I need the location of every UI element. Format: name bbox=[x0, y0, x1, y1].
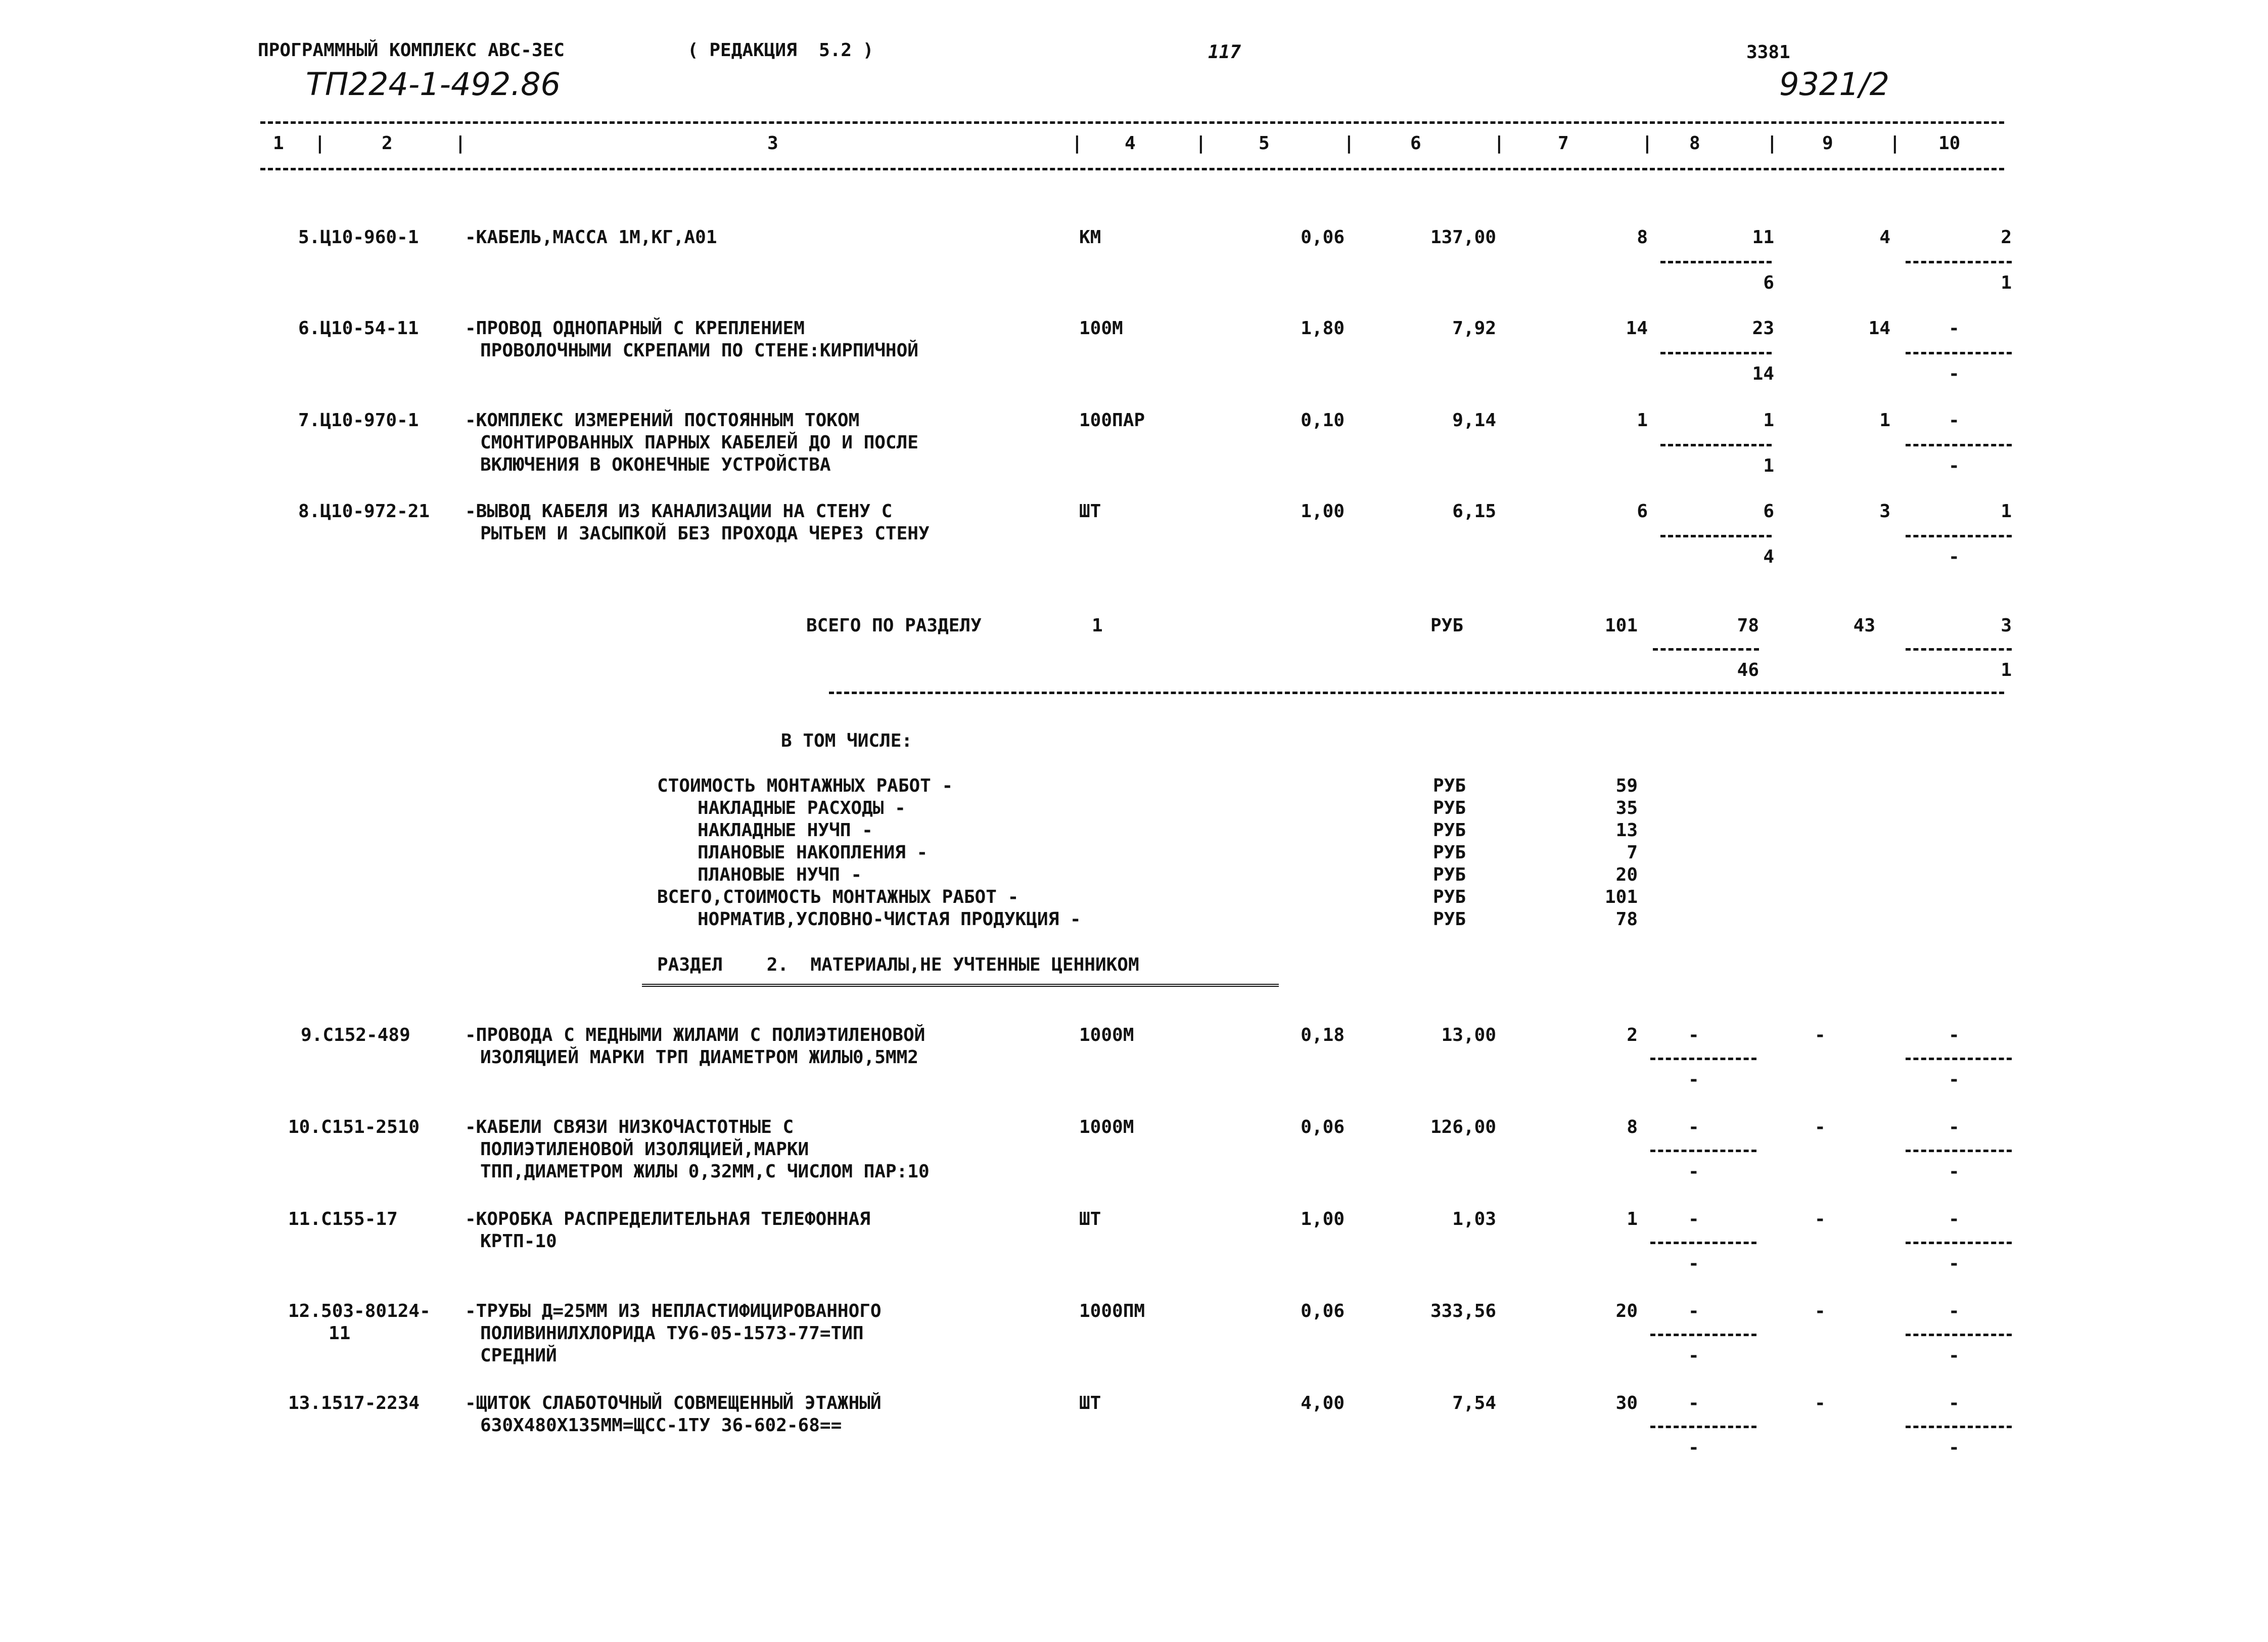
fraction-rule bbox=[1906, 1150, 2012, 1152]
item-description: ПОЛИЭТИЛЕНОВОЙ ИЗОЛЯЦИЕЙ,МАРКИ bbox=[480, 1139, 809, 1160]
item-description: ИЗОЛЯЦИЕЙ МАРКИ ТРП ДИАМЕТРОМ ЖИЛЫ0,5ММ2 bbox=[480, 1047, 918, 1068]
item-description: ПРОВОЛОЧНЫМИ СКРЕПАМИ ПО СТЕНЕ:КИРПИЧНОЙ bbox=[480, 340, 918, 361]
value-col7: 30 bbox=[1615, 1393, 1638, 1413]
column-number: 5 bbox=[1259, 133, 1270, 154]
item-description: СМОНТИРОВАННЫХ ПАРНЫХ КАБЕЛЕЙ ДО И ПОСЛЕ bbox=[480, 432, 918, 453]
item-unit: 1000ПМ bbox=[1079, 1301, 1145, 1321]
fraction-rule bbox=[1650, 1150, 1756, 1152]
column-separator: | bbox=[1072, 133, 1083, 154]
edition-label: ( РЕДАКЦИЯ 5.2 ) bbox=[687, 40, 874, 61]
value-col9: - bbox=[1815, 1209, 1826, 1229]
breakdown-unit: РУБ bbox=[1433, 864, 1466, 885]
value-col8-bottom: - bbox=[1688, 1161, 1699, 1182]
fraction-rule bbox=[1660, 535, 1772, 537]
breakdown-value: 13 bbox=[1615, 820, 1638, 841]
value-col8-bottom: - bbox=[1688, 1345, 1699, 1366]
item-code: 8.Ц10-972-21 bbox=[298, 501, 430, 522]
value-col8-bottom: 4 bbox=[1763, 546, 1774, 567]
value-col10-top: - bbox=[1949, 1025, 1960, 1045]
value-col10-top: - bbox=[1949, 318, 1960, 339]
item-quantity: 0,06 bbox=[1301, 1301, 1345, 1321]
value-col8-bottom: - bbox=[1688, 1069, 1699, 1090]
item-description: ТПП,ДИАМЕТРОМ ЖИЛЫ 0,32ММ,С ЧИСЛОМ ПАР:10 bbox=[480, 1161, 930, 1182]
fraction-rule bbox=[1650, 1426, 1756, 1428]
item-price: 137,00 bbox=[1430, 227, 1496, 248]
item-description: РЫТЬЕМ И ЗАСЫПКОЙ БЕЗ ПРОХОДА ЧЕРЕЗ СТЕНУ bbox=[480, 523, 930, 544]
value-col7: 1 bbox=[1627, 1209, 1638, 1229]
value-col10-top: 1 bbox=[2001, 501, 2012, 522]
fraction-rule bbox=[1906, 1058, 2012, 1060]
breakdown-label: ПЛАНОВЫЕ НАКОПЛЕНИЯ - bbox=[698, 842, 928, 863]
value-col9: - bbox=[1815, 1025, 1826, 1045]
header-top-rule bbox=[260, 121, 2004, 124]
item-code: 11.С155-17 bbox=[288, 1209, 398, 1229]
item-unit: 1000М bbox=[1079, 1117, 1134, 1137]
item-quantity: 0,18 bbox=[1301, 1025, 1345, 1045]
section2-double-rule bbox=[642, 984, 1279, 987]
value-col7: 8 bbox=[1637, 227, 1648, 248]
fraction-rule bbox=[1650, 1334, 1756, 1336]
page-number: 117 bbox=[1208, 42, 1241, 63]
value-col10-bottom: - bbox=[1949, 1345, 1960, 1366]
value-col9: 4 bbox=[1879, 227, 1890, 248]
item-description: КРТП-10 bbox=[480, 1231, 557, 1252]
value-col10-top: - bbox=[1949, 410, 1960, 431]
total-col8-bottom: 46 bbox=[1737, 660, 1759, 680]
column-number: 9 bbox=[1822, 133, 1833, 154]
item-code: 7.Ц10-970-1 bbox=[298, 410, 419, 431]
item-code: 10.С151-2510 bbox=[288, 1117, 420, 1137]
value-col10-bottom: - bbox=[1949, 1253, 1960, 1274]
item-description: ВКЛЮЧЕНИЯ В ОКОНЕЧНЫЕ УСТРОЙСТВА bbox=[480, 454, 831, 475]
item-description: -ПРОВОДА С МЕДНЫМИ ЖИЛАМИ С ПОЛИЭТИЛЕНОВОЙ bbox=[465, 1025, 925, 1045]
item-quantity: 0,10 bbox=[1301, 410, 1345, 431]
fraction-rule bbox=[1650, 1058, 1756, 1060]
column-separator: | bbox=[314, 133, 326, 154]
total-rule bbox=[829, 692, 2004, 694]
item-code: 9.С152-489 bbox=[301, 1025, 410, 1045]
item-description: -КАБЕЛЬ,МАССА 1М,КГ,А01 bbox=[465, 227, 717, 248]
value-col10-top: - bbox=[1949, 1301, 1960, 1321]
item-price: 333,56 bbox=[1430, 1301, 1496, 1321]
value-col8-top: - bbox=[1688, 1117, 1699, 1137]
item-quantity: 0,06 bbox=[1301, 227, 1345, 248]
value-col10-bottom: - bbox=[1949, 1437, 1960, 1458]
value-col10-bottom: - bbox=[1949, 546, 1960, 567]
item-price: 7,54 bbox=[1452, 1393, 1496, 1413]
value-col8-top: - bbox=[1688, 1025, 1699, 1045]
breakdown-label: НАКЛАДНЫЕ РАСХОДЫ - bbox=[698, 798, 906, 818]
column-separator: | bbox=[1494, 133, 1505, 154]
value-col10-top: - bbox=[1949, 1209, 1960, 1229]
total-col10-top: 3 bbox=[2001, 615, 2012, 636]
value-col7: 6 bbox=[1637, 501, 1648, 522]
item-description: -ПРОВОД ОДНОПАРНЫЙ С КРЕПЛЕНИЕМ bbox=[465, 318, 805, 339]
section-total-label: ВСЕГО ПО РАЗДЕЛУ bbox=[806, 615, 982, 636]
fraction-rule bbox=[1906, 1334, 2012, 1336]
item-code-continuation: 11 bbox=[329, 1323, 351, 1344]
column-separator: | bbox=[1642, 133, 1653, 154]
fraction-rule bbox=[1906, 444, 2012, 446]
column-number: 8 bbox=[1689, 133, 1700, 154]
item-description: СРЕДНИЙ bbox=[480, 1345, 557, 1366]
value-col7: 2 bbox=[1627, 1025, 1638, 1045]
sheet-code: 3381 bbox=[1746, 42, 1790, 63]
value-col10-bottom: - bbox=[1949, 363, 1960, 384]
breakdown-value: 59 bbox=[1615, 776, 1638, 796]
value-col10-top: 2 bbox=[2001, 227, 2012, 248]
item-price: 9,14 bbox=[1452, 410, 1496, 431]
item-description: -КАБЕЛИ СВЯЗИ НИЗКОЧАСТОТНЫЕ С bbox=[465, 1117, 794, 1137]
item-description: -КОМПЛЕКС ИЗМЕРЕНИЙ ПОСТОЯННЫМ ТОКОМ bbox=[465, 410, 860, 431]
value-col9: - bbox=[1815, 1117, 1826, 1137]
value-col9: - bbox=[1815, 1393, 1826, 1413]
value-col7: 8 bbox=[1627, 1117, 1638, 1137]
column-separator: | bbox=[1889, 133, 1901, 154]
item-code: 5.Ц10-960-1 bbox=[298, 227, 419, 248]
column-number: 4 bbox=[1125, 133, 1136, 154]
value-col7: 1 bbox=[1637, 410, 1648, 431]
breakdown-unit: РУБ bbox=[1433, 798, 1466, 818]
item-unit: ШТ bbox=[1079, 1393, 1101, 1413]
fraction-rule bbox=[1906, 535, 2012, 537]
value-col8-bottom: 1 bbox=[1763, 455, 1774, 476]
item-description: -ТРУБЫ Д=25ММ ИЗ НЕПЛАСТИФИЦИРОВАННОГО bbox=[465, 1301, 882, 1321]
column-separator: | bbox=[1767, 133, 1778, 154]
column-number: 6 bbox=[1410, 133, 1421, 154]
breakdown-value: 7 bbox=[1627, 842, 1638, 863]
value-col8-bottom: 6 bbox=[1763, 272, 1774, 293]
item-price: 1,03 bbox=[1452, 1209, 1496, 1229]
fraction-rule bbox=[1906, 1426, 2012, 1428]
item-code: 6.Ц10-54-11 bbox=[298, 318, 419, 339]
item-quantity: 1,00 bbox=[1301, 501, 1345, 522]
item-code: 12.503-80124- bbox=[288, 1301, 431, 1321]
section-total-unit: РУБ bbox=[1430, 615, 1464, 636]
breakdown-unit: РУБ bbox=[1433, 820, 1466, 841]
column-number: 10 bbox=[1938, 133, 1961, 154]
column-number: 7 bbox=[1558, 133, 1569, 154]
breakdown-value: 101 bbox=[1604, 887, 1638, 907]
value-col10-bottom: - bbox=[1949, 455, 1960, 476]
breakdown-label: НАКЛАДНЫЕ НУЧП - bbox=[698, 820, 873, 841]
value-col7: 20 bbox=[1615, 1301, 1638, 1321]
value-col8-top: 1 bbox=[1763, 410, 1774, 431]
fraction-rule bbox=[1650, 1242, 1756, 1244]
value-col10-top: - bbox=[1949, 1117, 1960, 1137]
item-quantity: 1,80 bbox=[1301, 318, 1345, 339]
item-unit: 1000М bbox=[1079, 1025, 1134, 1045]
fraction-rule bbox=[1653, 648, 1759, 651]
breakdown-label: ПЛАНОВЫЕ НУЧП - bbox=[698, 864, 862, 885]
column-separator: | bbox=[1344, 133, 1355, 154]
column-separator: | bbox=[455, 133, 466, 154]
value-col10-top: - bbox=[1949, 1393, 1960, 1413]
fraction-rule bbox=[1906, 261, 2012, 263]
value-col8-bottom: - bbox=[1688, 1437, 1699, 1458]
column-separator: | bbox=[1195, 133, 1207, 154]
item-code: 13.1517-2234 bbox=[288, 1393, 420, 1413]
item-unit: КМ bbox=[1079, 227, 1101, 248]
value-col7: 14 bbox=[1626, 318, 1648, 339]
value-col9: - bbox=[1815, 1301, 1826, 1321]
item-description: -ВЫВОД КАБЕЛЯ ИЗ КАНАЛИЗАЦИИ НА СТЕНУ С bbox=[465, 501, 893, 522]
item-quantity: 0,06 bbox=[1301, 1117, 1345, 1137]
breakdown-unit: РУБ bbox=[1433, 842, 1466, 863]
breakdown-unit: РУБ bbox=[1433, 909, 1466, 930]
item-quantity: 1,00 bbox=[1301, 1209, 1345, 1229]
total-col10-bottom: 1 bbox=[2001, 660, 2012, 680]
fraction-rule bbox=[1660, 352, 1772, 354]
value-col9: 1 bbox=[1879, 410, 1890, 431]
item-description: 630Х480Х135ММ=ЩСС-1ТУ 36-602-68== bbox=[480, 1415, 842, 1436]
column-number: 3 bbox=[767, 133, 778, 154]
breakdown-label: СТОИМОСТЬ МОНТАЖНЫХ РАБОТ - bbox=[657, 776, 953, 796]
value-col8-bottom: 14 bbox=[1752, 363, 1774, 384]
item-price: 126,00 bbox=[1430, 1117, 1496, 1137]
total-col8-top: 78 bbox=[1737, 615, 1759, 636]
item-description: -ЩИТОК СЛАБОТОЧНЫЙ СОВМЕЩЕННЫЙ ЭТАЖНЫЙ bbox=[465, 1393, 882, 1413]
item-price: 6,15 bbox=[1452, 501, 1496, 522]
section2-title: РАЗДЕЛ 2. МАТЕРИАЛЫ,НЕ УЧТЕННЫЕ ЦЕННИКОМ bbox=[657, 954, 1139, 975]
column-number: 1 bbox=[273, 133, 284, 154]
column-number: 2 bbox=[382, 133, 393, 154]
breakdown-label: ВСЕГО,СТОИМОСТЬ МОНТАЖНЫХ РАБОТ - bbox=[657, 887, 1019, 907]
item-unit: ШТ bbox=[1079, 501, 1101, 522]
item-description: ПОЛИВИНИЛХЛОРИДА ТУ6-05-1573-77=ТИП bbox=[480, 1323, 864, 1344]
breakdown-value: 35 bbox=[1615, 798, 1638, 818]
item-price: 13,00 bbox=[1441, 1025, 1496, 1045]
item-price: 7,92 bbox=[1452, 318, 1496, 339]
value-col10-bottom: 1 bbox=[2001, 272, 2012, 293]
program-title: ПРОГРАММНЫЙ КОМПЛЕКС АВС-ЗЕС bbox=[258, 40, 565, 61]
breakdown-label: НОРМАТИВ,УСЛОВНО-ЧИСТАЯ ПРОДУКЦИЯ - bbox=[698, 909, 1081, 930]
fraction-rule bbox=[1660, 444, 1772, 446]
value-col8-top: 23 bbox=[1752, 318, 1774, 339]
section-total-number: 1 bbox=[1092, 615, 1103, 636]
item-unit: 100ПАР bbox=[1079, 410, 1145, 431]
item-unit: 100М bbox=[1079, 318, 1123, 339]
value-col8-top: - bbox=[1688, 1301, 1699, 1321]
value-col8-bottom: - bbox=[1688, 1253, 1699, 1274]
value-col9: 3 bbox=[1879, 501, 1890, 522]
value-col10-bottom: - bbox=[1949, 1161, 1960, 1182]
total-col7: 101 bbox=[1604, 615, 1638, 636]
item-unit: ШТ bbox=[1079, 1209, 1101, 1229]
total-col9: 43 bbox=[1853, 615, 1875, 636]
fraction-rule bbox=[1906, 648, 2012, 651]
document-number: 9321/2 bbox=[1779, 66, 1890, 103]
value-col8-top: - bbox=[1688, 1209, 1699, 1229]
item-description: -КОРОБКА РАСПРЕДЕЛИТЕЛЬНАЯ ТЕЛЕФОННАЯ bbox=[465, 1209, 870, 1229]
fraction-rule bbox=[1906, 1242, 2012, 1244]
value-col9: 14 bbox=[1868, 318, 1890, 339]
fraction-rule bbox=[1906, 352, 2012, 354]
breakdown-value: 78 bbox=[1615, 909, 1638, 930]
fraction-rule bbox=[1660, 261, 1772, 263]
breakdown-unit: РУБ bbox=[1433, 776, 1466, 796]
project-code: ТП224-1-492.86 bbox=[306, 66, 561, 103]
breakdown-value: 20 bbox=[1615, 864, 1638, 885]
including-title: В ТОМ ЧИСЛЕ: bbox=[781, 731, 913, 751]
breakdown-unit: РУБ bbox=[1433, 887, 1466, 907]
value-col8-top: 11 bbox=[1752, 227, 1774, 248]
value-col8-top: 6 bbox=[1763, 501, 1774, 522]
value-col10-bottom: - bbox=[1949, 1069, 1960, 1090]
item-quantity: 4,00 bbox=[1301, 1393, 1345, 1413]
value-col8-top: - bbox=[1688, 1393, 1699, 1413]
header-bottom-rule bbox=[260, 168, 2004, 170]
